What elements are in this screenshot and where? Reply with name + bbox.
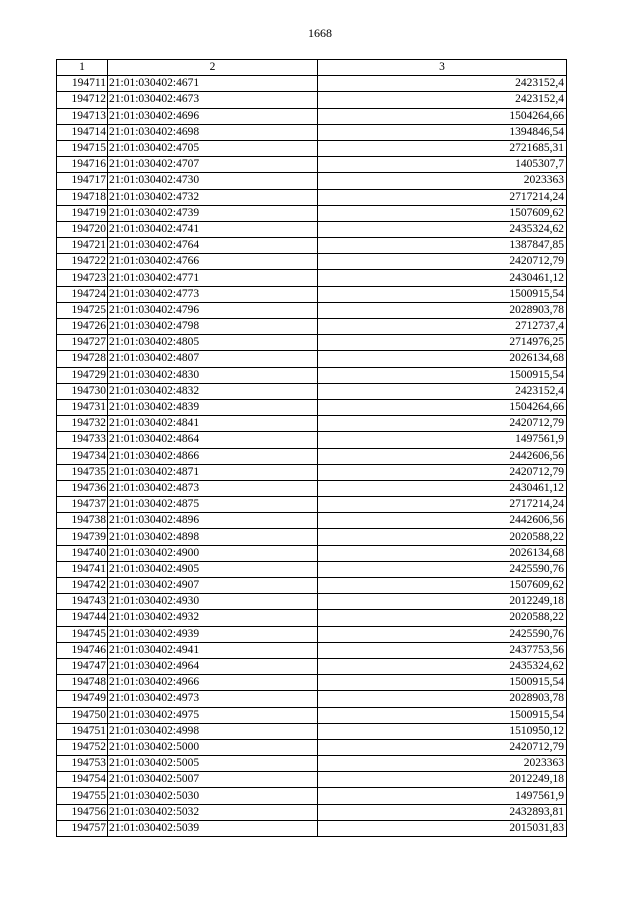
row-number-cell: 194711 [57, 76, 108, 92]
row-number-cell: 194723 [57, 270, 108, 286]
row-number-cell: 194737 [57, 497, 108, 513]
row-number-cell: 194720 [57, 221, 108, 237]
cadastral-number-cell: 21:01:030402:4730 [108, 173, 318, 189]
cadastral-number-cell: 21:01:030402:4798 [108, 319, 318, 335]
table-row [57, 739, 567, 755]
table-row [57, 642, 567, 658]
row-number-cell: 194735 [57, 464, 108, 480]
row-number-cell: 194752 [57, 739, 108, 755]
value-cell: 2420712,79 [318, 416, 567, 432]
value-cell: 2026134,68 [318, 351, 567, 367]
value-cell: 2020588,22 [318, 610, 567, 626]
cadastral-number-cell: 21:01:030402:4907 [108, 578, 318, 594]
cadastral-number-cell: 21:01:030402:4973 [108, 691, 318, 707]
value-cell: 2012249,18 [318, 594, 567, 610]
cadastral-number-cell: 21:01:030402:4805 [108, 335, 318, 351]
table-row [57, 238, 567, 254]
row-number-cell: 194733 [57, 432, 108, 448]
row-number-cell: 194712 [57, 92, 108, 108]
row-number-cell: 194728 [57, 351, 108, 367]
cadastral-number-cell: 21:01:030402:4705 [108, 140, 318, 156]
table-row [57, 286, 567, 302]
row-number-cell: 194724 [57, 286, 108, 302]
row-number-cell: 194730 [57, 383, 108, 399]
value-cell: 2721685,31 [318, 140, 567, 156]
cadastral-number-cell: 21:01:030402:4873 [108, 480, 318, 496]
cadastral-number-cell: 21:01:030402:4807 [108, 351, 318, 367]
value-cell: 2435324,62 [318, 221, 567, 237]
value-cell: 2437753,56 [318, 642, 567, 658]
row-number-cell: 194747 [57, 658, 108, 674]
row-number-cell: 194736 [57, 480, 108, 496]
cadastral-number-cell: 21:01:030402:4764 [108, 238, 318, 254]
column-header-3: 3 [318, 60, 567, 76]
header-row [57, 60, 567, 76]
table-row [57, 707, 567, 723]
value-cell: 2425590,76 [318, 561, 567, 577]
table-row [57, 788, 567, 804]
table-row [57, 626, 567, 642]
table-row [57, 658, 567, 674]
value-cell: 2420712,79 [318, 464, 567, 480]
row-number-cell: 194726 [57, 319, 108, 335]
value-cell: 2020588,22 [318, 529, 567, 545]
cadastral-number-cell: 21:01:030402:4939 [108, 626, 318, 642]
value-cell: 1504264,66 [318, 108, 567, 124]
cadastral-number-cell: 21:01:030402:5030 [108, 788, 318, 804]
value-cell: 1510950,12 [318, 723, 567, 739]
row-number-cell: 194755 [57, 788, 108, 804]
table-row [57, 140, 567, 156]
row-number-cell: 194746 [57, 642, 108, 658]
value-cell: 2435324,62 [318, 658, 567, 674]
row-number-cell: 194754 [57, 772, 108, 788]
table-row [57, 367, 567, 383]
value-cell: 2423152,4 [318, 92, 567, 108]
table-row [57, 108, 567, 124]
table-row [57, 545, 567, 561]
value-cell: 2430461,12 [318, 270, 567, 286]
row-number-cell: 194740 [57, 545, 108, 561]
row-number-cell: 194714 [57, 124, 108, 140]
cadastral-number-cell: 21:01:030402:4998 [108, 723, 318, 739]
value-cell: 2023363 [318, 756, 567, 772]
value-cell: 1405307,7 [318, 157, 567, 173]
row-number-cell: 194738 [57, 513, 108, 529]
cadastral-number-cell: 21:01:030402:4673 [108, 92, 318, 108]
value-cell: 1497561,9 [318, 788, 567, 804]
table-row [57, 92, 567, 108]
table-row [57, 157, 567, 173]
value-cell: 2023363 [318, 173, 567, 189]
row-number-cell: 194716 [57, 157, 108, 173]
cadastral-number-cell: 21:01:030402:4698 [108, 124, 318, 140]
table-row [57, 76, 567, 92]
row-number-cell: 194751 [57, 723, 108, 739]
cadastral-number-cell: 21:01:030402:4771 [108, 270, 318, 286]
row-number-cell: 194744 [57, 610, 108, 626]
cadastral-number-cell: 21:01:030402:4766 [108, 254, 318, 270]
table-row [57, 675, 567, 691]
table-row [57, 529, 567, 545]
table-row [57, 497, 567, 513]
table-row [57, 513, 567, 529]
cadastral-number-cell: 21:01:030402:4932 [108, 610, 318, 626]
table-row [57, 464, 567, 480]
cadastral-number-cell: 21:01:030402:4898 [108, 529, 318, 545]
table-body [57, 76, 567, 837]
cadastral-number-cell: 21:01:030402:4696 [108, 108, 318, 124]
value-cell: 2015031,83 [318, 820, 567, 836]
value-cell: 1504264,66 [318, 399, 567, 415]
cadastral-number-cell: 21:01:030402:5007 [108, 772, 318, 788]
table-row [57, 124, 567, 140]
row-number-cell: 194718 [57, 189, 108, 205]
cadastral-number-cell: 21:01:030402:4773 [108, 286, 318, 302]
table-row [57, 319, 567, 335]
row-number-cell: 194717 [57, 173, 108, 189]
cadastral-number-cell: 21:01:030402:4839 [108, 399, 318, 415]
table-row [57, 820, 567, 836]
cadastral-number-cell: 21:01:030402:4796 [108, 302, 318, 318]
cadastral-number-cell: 21:01:030402:4741 [108, 221, 318, 237]
table-row [57, 335, 567, 351]
value-cell: 2432893,81 [318, 804, 567, 820]
row-number-cell: 194743 [57, 594, 108, 610]
cadastral-number-cell: 21:01:030402:4830 [108, 367, 318, 383]
table-row [57, 448, 567, 464]
value-cell: 2442606,56 [318, 448, 567, 464]
row-number-cell: 194739 [57, 529, 108, 545]
row-number-cell: 194742 [57, 578, 108, 594]
table-row [57, 723, 567, 739]
row-number-cell: 194734 [57, 448, 108, 464]
cadastral-number-cell: 21:01:030402:5039 [108, 820, 318, 836]
table-row [57, 221, 567, 237]
cadastral-number-cell: 21:01:030402:4732 [108, 189, 318, 205]
row-number-cell: 194748 [57, 675, 108, 691]
row-number-cell: 194756 [57, 804, 108, 820]
value-cell: 1500915,54 [318, 675, 567, 691]
table-row [57, 578, 567, 594]
cadastral-number-cell: 21:01:030402:5000 [108, 739, 318, 755]
cadastral-number-cell: 21:01:030402:4866 [108, 448, 318, 464]
page-number: 1668 [308, 26, 332, 40]
row-number-cell: 194719 [57, 205, 108, 221]
cadastral-number-cell: 21:01:030402:4966 [108, 675, 318, 691]
cadastral-number-cell: 21:01:030402:4871 [108, 464, 318, 480]
cadastral-number-cell: 21:01:030402:4832 [108, 383, 318, 399]
row-number-cell: 194749 [57, 691, 108, 707]
table-row [57, 205, 567, 221]
data-table [56, 59, 567, 837]
value-cell: 1507609,62 [318, 205, 567, 221]
row-number-cell: 194757 [57, 820, 108, 836]
table-row [57, 561, 567, 577]
cadastral-number-cell: 21:01:030402:4875 [108, 497, 318, 513]
cadastral-number-cell: 21:01:030402:4841 [108, 416, 318, 432]
cadastral-number-cell: 21:01:030402:4900 [108, 545, 318, 561]
table-row [57, 756, 567, 772]
value-cell: 2012249,18 [318, 772, 567, 788]
table-row [57, 691, 567, 707]
table-row [57, 399, 567, 415]
cadastral-number-cell: 21:01:030402:4864 [108, 432, 318, 448]
row-number-cell: 194715 [57, 140, 108, 156]
value-cell: 2420712,79 [318, 739, 567, 755]
cadastral-number-cell: 21:01:030402:4707 [108, 157, 318, 173]
row-number-cell: 194729 [57, 367, 108, 383]
value-cell: 2425590,76 [318, 626, 567, 642]
row-number-cell: 194745 [57, 626, 108, 642]
table-row [57, 189, 567, 205]
value-cell: 2717214,24 [318, 189, 567, 205]
value-cell: 2420712,79 [318, 254, 567, 270]
cadastral-number-cell: 21:01:030402:4671 [108, 76, 318, 92]
row-number-cell: 194731 [57, 399, 108, 415]
value-cell: 2028903,78 [318, 691, 567, 707]
value-cell: 1500915,54 [318, 367, 567, 383]
value-cell: 2026134,68 [318, 545, 567, 561]
value-cell: 2028903,78 [318, 302, 567, 318]
table-row [57, 594, 567, 610]
table-row [57, 302, 567, 318]
table-row [57, 416, 567, 432]
value-cell: 2423152,4 [318, 76, 567, 92]
value-cell: 1507609,62 [318, 578, 567, 594]
table-row [57, 772, 567, 788]
table-row [57, 480, 567, 496]
cadastral-number-cell: 21:01:030402:4975 [108, 707, 318, 723]
value-cell: 2714976,25 [318, 335, 567, 351]
table-row [57, 254, 567, 270]
table-row [57, 383, 567, 399]
column-header-1: 1 [57, 60, 108, 76]
table-row [57, 804, 567, 820]
row-number-cell: 194713 [57, 108, 108, 124]
cadastral-number-cell: 21:01:030402:5005 [108, 756, 318, 772]
row-number-cell: 194753 [57, 756, 108, 772]
value-cell: 1394846,54 [318, 124, 567, 140]
column-header-2: 2 [108, 60, 318, 76]
row-number-cell: 194727 [57, 335, 108, 351]
row-number-cell: 194725 [57, 302, 108, 318]
cadastral-number-cell: 21:01:030402:5032 [108, 804, 318, 820]
cadastral-number-cell: 21:01:030402:4896 [108, 513, 318, 529]
cadastral-number-cell: 21:01:030402:4964 [108, 658, 318, 674]
table-row [57, 351, 567, 367]
value-cell: 2423152,4 [318, 383, 567, 399]
value-cell: 1497561,9 [318, 432, 567, 448]
value-cell: 2442606,56 [318, 513, 567, 529]
cadastral-number-cell: 21:01:030402:4941 [108, 642, 318, 658]
table-row [57, 270, 567, 286]
value-cell: 2430461,12 [318, 480, 567, 496]
value-cell: 2717214,24 [318, 497, 567, 513]
value-cell: 2712737,4 [318, 319, 567, 335]
row-number-cell: 194741 [57, 561, 108, 577]
table-row [57, 173, 567, 189]
value-cell: 1387847,85 [318, 238, 567, 254]
row-number-cell: 194722 [57, 254, 108, 270]
row-number-cell: 194721 [57, 238, 108, 254]
value-cell: 1500915,54 [318, 286, 567, 302]
table-row [57, 432, 567, 448]
row-number-cell: 194732 [57, 416, 108, 432]
table-row [57, 610, 567, 626]
row-number-cell: 194750 [57, 707, 108, 723]
value-cell: 1500915,54 [318, 707, 567, 723]
cadastral-number-cell: 21:01:030402:4905 [108, 561, 318, 577]
cadastral-number-cell: 21:01:030402:4930 [108, 594, 318, 610]
cadastral-number-cell: 21:01:030402:4739 [108, 205, 318, 221]
